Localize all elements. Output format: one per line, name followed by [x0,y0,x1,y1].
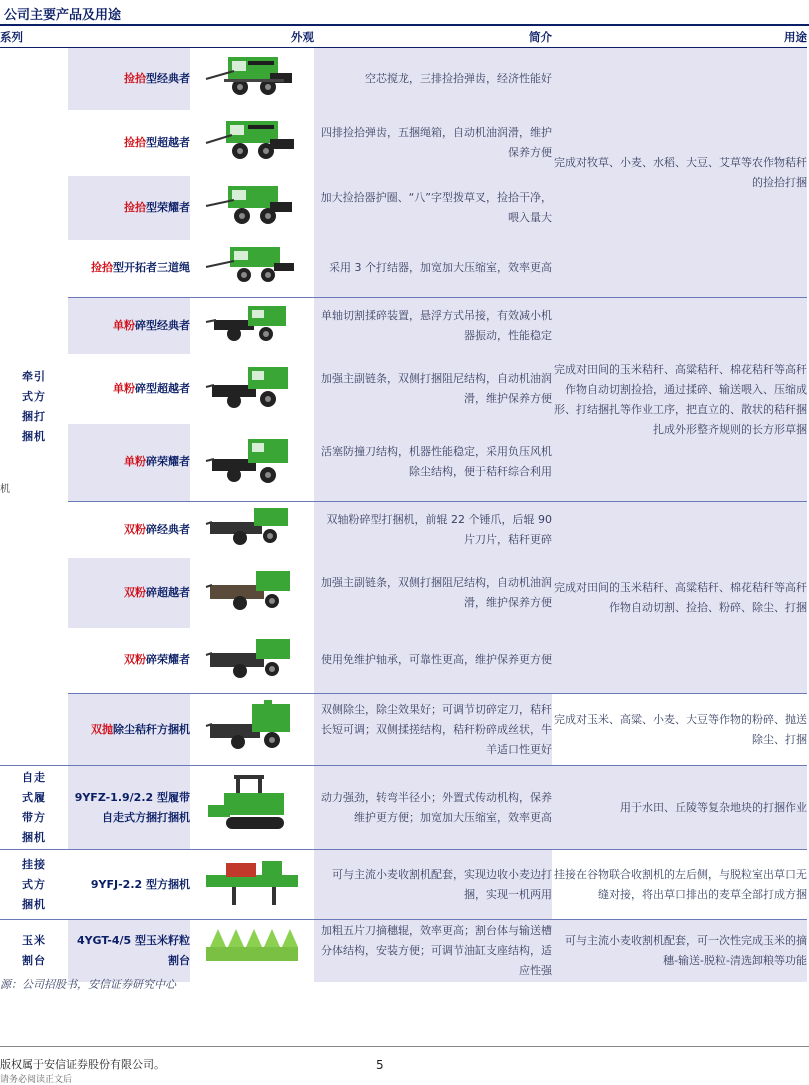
baler-image [204,431,300,487]
product-use: 完成对田间的玉米秸秆、高粱秸秆、棉花秸秆等高秆作物自动切割、捡拾、粉碎、除尘、打捆 [552,502,807,694]
product-intro: 双侧除尘，除尘效果好；可调节切碎定刀，秸秆长短可调；双侧揉搓结构，秸秆粉碎成丝状，牛羊适口性更好 [314,694,552,766]
baler-image [204,298,300,346]
product-name: 捡拾型超越者 [124,135,190,149]
product-intro: 使用免维护轴承，可靠性更高，维护保养更方便 [314,628,552,694]
table-row [0,502,807,558]
table-row [0,850,807,920]
product-intro: 加强主副链条，双侧打捆阻尼结构，自动机油润滑，维护保养方便 [314,354,552,424]
header-series: 系列 [0,27,68,48]
page-number: 5 [376,1058,384,1072]
product-intro: 加粗五片刀摘穗辊，效率更高；割台体与输送槽分体结构，安装方便；可调节油缸支座结构，适应性强 [314,920,552,982]
product-intro: 单轴切割揉碎装置，悬浮方式吊接，有效减小机器振动，性能稳定 [314,298,552,354]
product-name: 9YFJ-2.2 型方捆机 [68,850,190,920]
product-use: 完成对玉米、高粱、小麦、大豆等作物的粉碎、抛送除尘、打捆 [552,694,807,766]
product-use: 完成对牧草、小麦、水稻、大豆、艾草等农作物秸秆的捡拾打捆 [552,48,807,298]
product-name: 双抛除尘秸秆方捆机 [68,694,190,766]
title-divider [0,24,809,26]
table-row [0,48,807,110]
side-fragment: 机 [0,484,10,495]
header-use: 用途 [552,27,807,48]
product-name: 单粉碎型经典者 [68,298,190,354]
footer-divider [0,1046,809,1047]
baler-image [204,698,300,754]
product-image [190,110,314,176]
source-note: 源：公司招股书，安信证券研究中心 [0,978,176,991]
product-intro: 采用 3 个打结器，加宽加大压缩室，效率更高 [314,240,552,298]
product-name: 单粉碎型超越者 [113,381,190,395]
product-intro: 可与主流小麦收割机配套，实现边收小麦边打捆，实现一机两用 [314,850,552,920]
product-image [190,766,314,850]
series-traction: 牵引 式方 捆打 捆机 [0,48,68,766]
header-intro: 简介 [314,27,552,48]
product-image [190,240,314,298]
product-use: 挂接在谷物联合收割机的左后侧，与脱粒室出草口无缝对接，将出草口排出的麦草全部打成方捆 [552,850,807,920]
product-intro: 动力强劲，转弯半径小；外置式传动机构，保养维护更方便；加宽加大压缩室，效率更高 [314,766,552,850]
product-name: 单粉碎荣耀者 [68,424,190,502]
table-row [0,298,807,354]
product-name: 9YFZ-1.9/2.2 型履带自走式方捆打捆机 [68,766,190,850]
series-corn: 玉米 割台 [22,933,46,967]
product-intro: 双轴粉碎型打捆机，前辊 22 个锤爪，后辊 90 片刀片，秸秆更碎 [314,502,552,558]
baler-image [204,241,300,289]
product-use: 完成对田间的玉米秸秆、高粱秸秆、棉花秸秆等高秆作物自动切割捡拾，通过揉碎、输送喂入、压缩成形、打结捆扎等作业工序，把直立的、散状的秸秆捆扎成外形整齐规则的长方形草捆 [552,298,807,502]
mounted-baler-image [202,853,302,909]
product-name: 双粉碎经典者 [124,522,190,536]
product-image [190,694,314,766]
product-intro: 四排捡拾弹齿，五捆绳箱，自动机油润滑，维护保养方便 [314,110,552,176]
baler-image [204,113,300,165]
baler-image [204,49,300,101]
corn-header-image [202,925,302,969]
product-image [190,176,314,240]
product-name: 双粉碎荣耀者 [68,628,190,694]
product-image [190,502,314,558]
product-image [190,298,314,354]
baler-image [204,631,300,683]
product-image [190,628,314,694]
series-selfdrive: 自走 式履 带方 捆机 [0,766,68,850]
product-image [190,558,314,628]
baler-image [204,178,300,230]
table-row [0,694,807,766]
product-image [190,354,314,424]
product-use: 可与主流小麦收割机配套，可一次性完成玉米的摘穗-输送-脱粒-清选卸粮等功能 [552,920,807,982]
product-name: 捡拾型荣耀者 [68,176,190,240]
product-intro: 空芯搅龙，三排捡拾弹齿，经济性能好 [314,48,552,110]
product-name: 双粉碎超越者 [68,558,190,628]
product-intro: 活塞防撞刀结构，机器性能稳定，采用负压风机除尘结构，便于秸秆综合利用 [314,424,552,502]
product-image [190,850,314,920]
footer-note: 请务必阅读正文后 [0,1075,73,1085]
product-name: 4YGT-4/5 型玉米籽粒割台 [68,920,190,982]
product-image [190,424,314,502]
footer-copyright: 版权属于安信证券股份有限公司。 [0,1058,165,1071]
baler-image [204,563,300,615]
tracked-baler-image [204,771,300,837]
product-table [0,27,807,982]
series-mounted: 挂接 式方 捆机 [0,850,68,920]
table-row [0,766,807,850]
product-intro: 加大捡拾器护圈、“八”字型拨草叉，捡拾干净，喂入量大 [314,176,552,240]
product-name: 捡拾型经典者 [68,48,190,110]
header-look: 外观 [190,27,314,48]
baler-image [204,359,300,411]
product-image [190,48,314,110]
baler-image [204,502,300,550]
product-use: 用于水田、丘陵等复杂地块的打捆作业 [552,766,807,850]
table-row [0,920,807,982]
product-name: 捡拾型开拓者三道绳 [68,240,190,298]
page-title: 公司主要产品及用途 [4,8,122,23]
product-intro: 加强主副链条，双侧打捆阻尼结构，自动机油润滑，维护保养方便 [314,558,552,628]
product-image [190,920,314,982]
